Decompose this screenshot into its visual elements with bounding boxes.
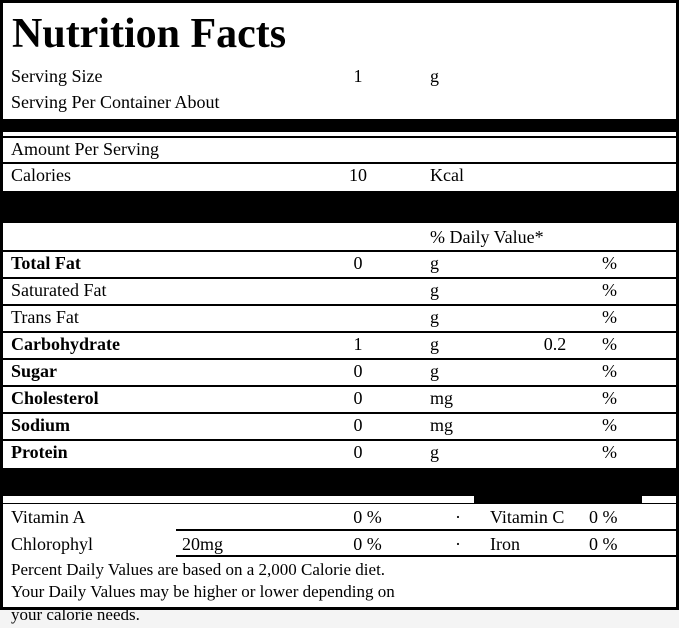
nutrient-name: Trans Fat bbox=[11, 307, 79, 327]
nutrient-amount: 0 bbox=[353, 442, 363, 462]
separator-bar-top bbox=[3, 119, 676, 132]
footnote-line-2: Your Daily Values may be higher or lower depending on bbox=[11, 582, 395, 601]
nutrient-row-saturated-fat bbox=[3, 277, 676, 304]
separator-bar-bottom bbox=[3, 468, 676, 496]
micronutrient-name: Chlorophyl bbox=[11, 534, 94, 554]
nutrient-percent-sign: % bbox=[602, 334, 617, 354]
nutrient-dv-value: 0.2 bbox=[543, 334, 567, 354]
micronutrient-name-right: Vitamin C bbox=[490, 507, 565, 527]
nutrient-percent-sign: % bbox=[602, 280, 617, 300]
micronutrient-row-vitamin-a bbox=[3, 503, 676, 531]
nutrient-row-sugar bbox=[3, 358, 676, 385]
calories-label: Calories bbox=[11, 165, 71, 185]
micronutrient-value-right: 0 % bbox=[589, 534, 618, 554]
nutrient-row-total-fat bbox=[3, 250, 676, 277]
nutrient-percent-sign: % bbox=[602, 415, 617, 435]
serving-size-row bbox=[3, 63, 676, 89]
serving-size-amount: 1 bbox=[353, 66, 363, 86]
nutrient-unit: g bbox=[430, 442, 439, 462]
micronutrient-row-chlorophyl bbox=[3, 531, 676, 557]
nutrient-unit: g bbox=[430, 280, 439, 300]
nutrient-row-cholesterol bbox=[3, 385, 676, 412]
separator-bar-calories bbox=[3, 191, 676, 223]
nutrient-row-protein bbox=[3, 439, 676, 466]
nutrient-percent-sign: % bbox=[602, 442, 617, 462]
nutrient-name: Saturated Fat bbox=[11, 280, 107, 300]
bullet-separator: · bbox=[455, 534, 461, 554]
nutrient-unit: g bbox=[430, 307, 439, 327]
daily-value-header-row bbox=[3, 223, 676, 250]
micronutrient-name-right: Iron bbox=[490, 534, 520, 554]
micronutrient-value: 0 % bbox=[353, 534, 382, 554]
micronutrient-name: Vitamin A bbox=[11, 507, 86, 527]
nutrient-percent-sign: % bbox=[602, 307, 617, 327]
serving-size-unit: g bbox=[430, 66, 439, 86]
nutrient-percent-sign: % bbox=[602, 388, 617, 408]
micronutrient-value-right: 0 % bbox=[589, 507, 618, 527]
daily-value-header: % Daily Value* bbox=[430, 227, 544, 247]
nutrient-row-carbohydrate bbox=[3, 331, 676, 358]
calories-unit: Kcal bbox=[430, 165, 464, 185]
nutrient-amount: 0 bbox=[353, 253, 363, 273]
nutrient-name: Carbohydrate bbox=[11, 334, 120, 354]
micronutrient-detail: 20mg bbox=[182, 534, 224, 554]
nutrient-name: Protein bbox=[11, 442, 68, 462]
nutrient-unit: mg bbox=[430, 415, 454, 435]
nutrient-unit: g bbox=[430, 361, 439, 381]
bullet-separator: · bbox=[455, 507, 461, 527]
nutrient-unit: mg bbox=[430, 388, 454, 408]
label-title: Nutrition Facts bbox=[12, 11, 287, 57]
calories-value: 10 bbox=[349, 165, 367, 185]
footnote-line-1: Percent Daily Values are based on a 2,000 Calorie diet. bbox=[11, 560, 386, 579]
nutrient-row-sodium bbox=[3, 412, 676, 439]
nutrient-unit: g bbox=[430, 253, 439, 273]
servings-per-container-row bbox=[3, 89, 676, 116]
micronutrient-value: 0 % bbox=[353, 507, 382, 527]
amount-per-serving-row bbox=[3, 136, 676, 162]
nutrient-amount: 1 bbox=[353, 334, 363, 354]
nutrient-name: Total Fat bbox=[11, 253, 81, 273]
nutrient-amount: 0 bbox=[353, 415, 363, 435]
servings-per-container-label: Serving Per Container About bbox=[11, 92, 220, 112]
row-underline bbox=[176, 555, 676, 557]
footnote-line-3: your calorie needs. bbox=[11, 605, 140, 624]
nutrient-row-trans-fat bbox=[3, 304, 676, 331]
separator-bar-bottom-extension bbox=[474, 496, 642, 503]
nutrient-unit: g bbox=[430, 334, 439, 354]
calories-row bbox=[3, 162, 676, 189]
nutrient-amount: 0 bbox=[353, 361, 363, 381]
nutrient-amount: 0 bbox=[353, 388, 363, 408]
nutrient-name: Sugar bbox=[11, 361, 58, 381]
nutrient-percent-sign: % bbox=[602, 361, 617, 381]
amount-per-serving-label: Amount Per Serving bbox=[11, 139, 159, 159]
nutrient-name: Cholesterol bbox=[11, 388, 99, 408]
nutrient-name: Sodium bbox=[11, 415, 71, 435]
nutrient-percent-sign: % bbox=[602, 253, 617, 273]
serving-size-label: Serving Size bbox=[11, 66, 103, 86]
